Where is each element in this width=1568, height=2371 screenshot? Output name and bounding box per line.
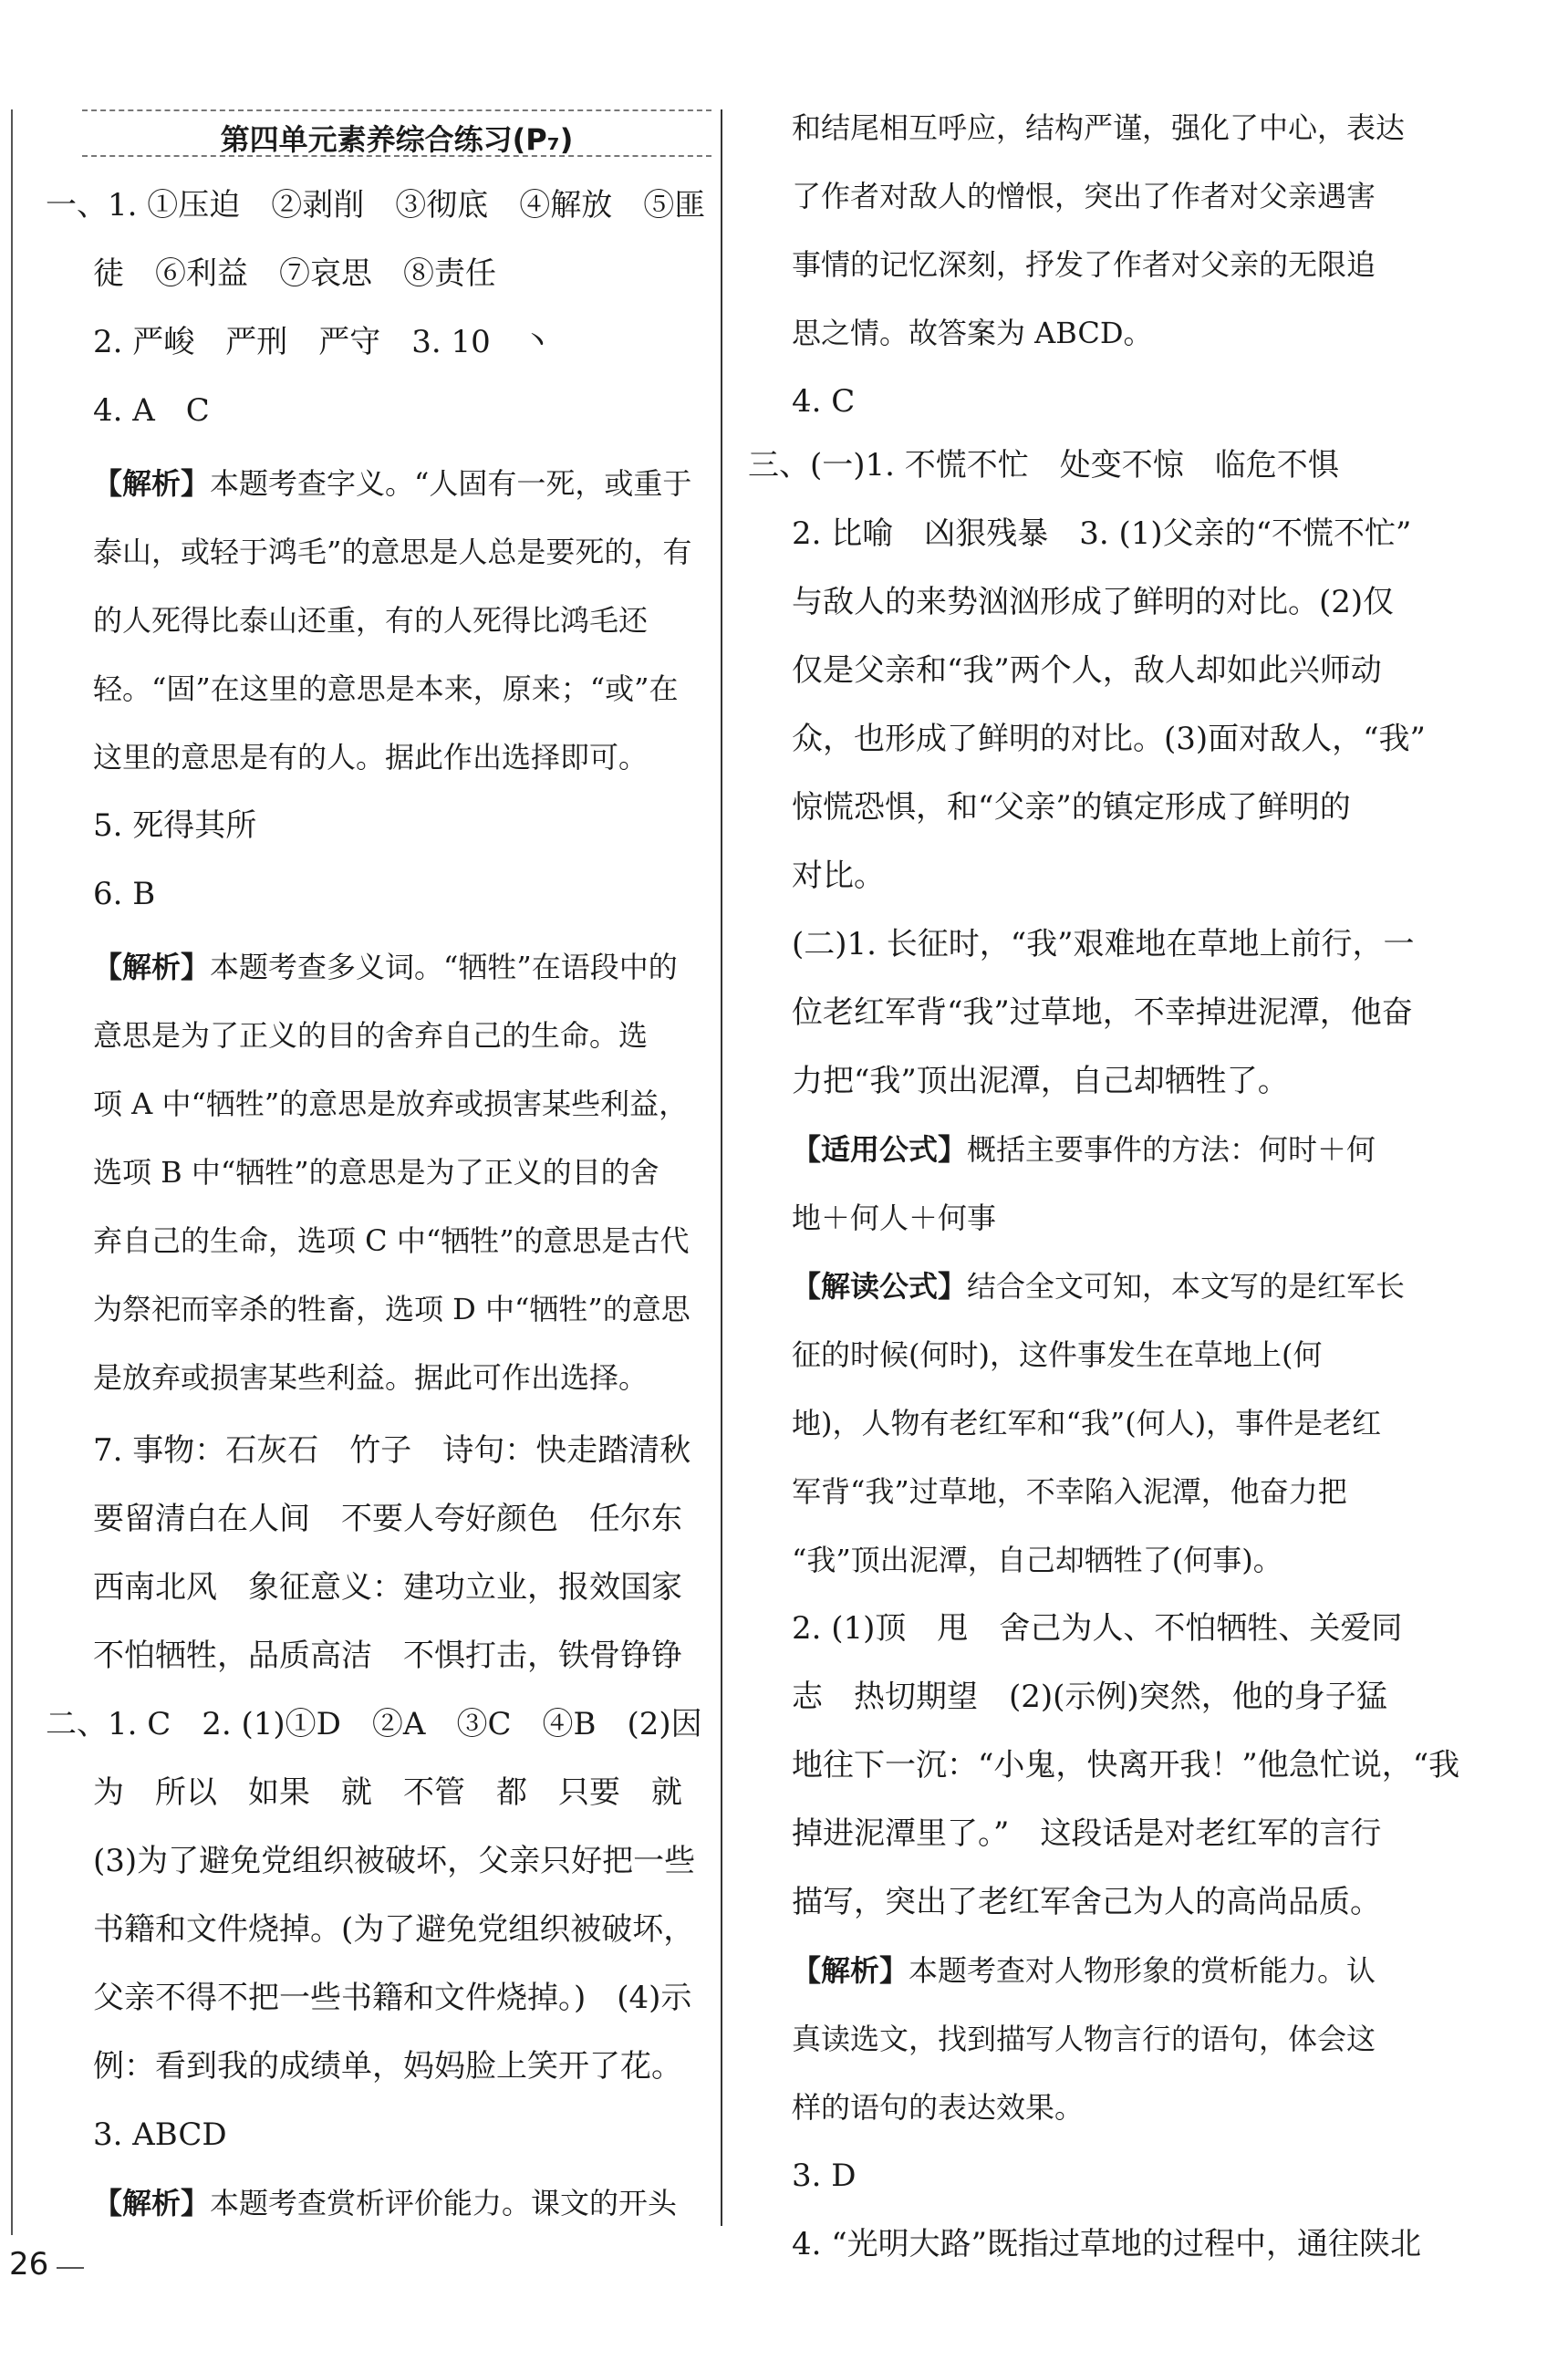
answer-line: 徒 ⑥利益 ⑦哀思 ⑧责任 — [93, 255, 496, 292]
answer-line: 2. 比喻 凶狠残暴 3. (1)父亲的“不慌不忙” — [792, 515, 1412, 552]
answer-line: 2. 严峻 严刑 严守 3. 10 丶 — [93, 324, 553, 360]
answer-line: 5. 死得其所 — [93, 807, 257, 844]
answer-line: 父亲不得不把一些书籍和文件烧掉。) (4)示 — [93, 1980, 692, 2016]
interpret-line: 征的时候(何时)，这件事发生在草地上(何 — [792, 1337, 1323, 1372]
analysis-line — [93, 949, 678, 985]
answer-line: 掉进泥潭里了。” 这段话是对老红军的言行 — [792, 1815, 1382, 1852]
answer-line: 众，也形成了鲜明的对比。(3)面对敌人，“我” — [792, 721, 1426, 757]
title-top-dash — [82, 109, 711, 111]
analysis-line: 思之情。故答案为 ABCD。 — [792, 316, 1153, 350]
formula-line — [792, 1131, 1376, 1168]
interpret-text: 结合全文可知，本文写的是红军长 — [967, 1269, 1406, 1304]
analysis-line: 为祭祀而宰杀的牲畜，选项 D 中“牺牲”的意思 — [93, 1292, 691, 1326]
analysis-line: 真读选文，找到描写人物言行的语句，体会这 — [792, 2022, 1376, 2056]
answer-line: 志 热切期望 (2)(示例)突然，他的身子猛 — [792, 1679, 1387, 1715]
formula-text: 概括主要事件的方法：何时＋何 — [967, 1132, 1376, 1167]
analysis-line: 和结尾相互呼应，结构严谨，强化了中心，表达 — [792, 110, 1406, 145]
answer-line: 书籍和文件烧掉。(为了避免党组织被破坏， — [93, 1911, 695, 1948]
answer-line: 7. 事物：石灰石 竹子 诗句：快走踏清秋 — [93, 1432, 691, 1469]
answer-line: 3. ABCD — [93, 2116, 227, 2153]
analysis-line: 轻。“固”在这里的意思是本来，原来；“或”在 — [93, 671, 679, 706]
analysis-line: 选项 B 中“牺牲”的意思是为了正义的目的舍 — [93, 1155, 659, 1190]
answer-line: 要留清白在人间 不要人夸好颜色 任尔东 — [93, 1501, 682, 1537]
analysis-tag: 【解析】 — [93, 2186, 211, 2220]
analysis-line: 的人死得比泰山还重，有的人死得比鸿毛还 — [93, 603, 649, 638]
analysis-tag: 【解析】 — [93, 950, 211, 984]
left-edge-line — [11, 109, 13, 2235]
answer-line: 地往下一沉：“小鬼，快离开我！”他急忙说，“我 — [792, 1747, 1460, 1783]
column-divider — [721, 109, 722, 2226]
answer-line: 与敌人的来势汹汹形成了鲜明的对比。(2)仅 — [792, 584, 1395, 620]
analysis-line — [93, 465, 691, 502]
answer-line: 6. B — [93, 876, 156, 912]
answer-line: 3. D — [792, 2158, 857, 2194]
formula-line: 地＋何人＋何事 — [792, 1201, 997, 1235]
answer-line: 4. “光明大路”既指过草地的过程中，通往陕北 — [792, 2226, 1422, 2262]
page-title: 第四单元素养综合练习(P₇) — [220, 122, 574, 157]
analysis-line: 泰山，或轻于鸿毛”的意思是人总是要死的，有 — [93, 535, 692, 569]
answer-line: 仅是父亲和“我”两个人，敌人却如此兴师动 — [792, 652, 1382, 689]
analysis-line: 事情的记忆深刻，抒发了作者对父亲的无限追 — [792, 247, 1376, 282]
answer-line: 例：看到我的成绩单，妈妈脸上笑开了花。 — [93, 2048, 682, 2085]
answer-line: 力把“我”顶出泥潭，自己却牺牲了。 — [792, 1063, 1289, 1099]
answer-line: 4. C — [792, 383, 856, 420]
answer-line: 为 所以 如果 就 不管 都 只要 就 — [93, 1774, 682, 1811]
analysis-line — [792, 1952, 1376, 1989]
page-number-dash — [57, 2267, 84, 2269]
interpret-line: “我”顶出泥潭，自己却牺牲了(何事)。 — [792, 1543, 1282, 1577]
answer-line: (3)为了避免党组织被破坏，父亲只好把一些 — [93, 1843, 696, 1879]
analysis-tag: 【解析】 — [93, 466, 211, 501]
title-bottom-dash — [82, 155, 711, 157]
answer-line: 位老红军背“我”过草地，不幸掉进泥潭，他奋 — [792, 994, 1413, 1031]
answer-line: 二、1. C 2. (1)①D ②A ③C ④B (2)因 — [46, 1706, 702, 1742]
answer-line: 2. (1)顶 甩 舍己为人、不怕牺牲、关爱同 — [792, 1610, 1403, 1647]
analysis-line: 项 A 中“牺牲”的意思是放弃或损害某些利益， — [93, 1087, 689, 1121]
analysis-line: 这里的意思是有的人。据此作出选择即可。 — [93, 740, 649, 775]
answer-line: 三、(一)1. 不慌不忙 处变不惊 临危不惧 — [748, 447, 1339, 484]
analysis-text: 本题考查多义词。“牺牲”在语段中的 — [210, 950, 678, 984]
interpret-line — [792, 1268, 1405, 1305]
analysis-tag: 【解析】 — [792, 1953, 909, 1988]
answer-line: 惊慌恐惧，和“父亲”的镇定形成了鲜明的 — [792, 789, 1351, 826]
analysis-line — [93, 2185, 677, 2221]
analysis-text: 本题考查赏析评价能力。课文的开头 — [210, 2186, 678, 2220]
answer-line: 不怕牺牲，品质高洁 不惧打击，铁骨铮铮 — [93, 1638, 682, 1674]
analysis-line: 意思是为了正义的目的舍弃自己的生命。选 — [93, 1018, 649, 1053]
interpret-line: 军背“我”过草地，不幸陷入泥潭，他奋力把 — [792, 1474, 1347, 1509]
formula-tag: 【适用公式】 — [792, 1132, 968, 1167]
interpret-tag: 【解读公式】 — [792, 1269, 968, 1304]
analysis-line: 弃自己的生命，选项 C 中“牺牲”的意思是古代 — [93, 1223, 690, 1258]
analysis-line: 了作者对敌人的憎恨，突出了作者对父亲遇害 — [792, 179, 1376, 213]
analysis-text: 本题考查对人物形象的赏析能力。认 — [909, 1953, 1376, 1988]
answer-line: 一、1. ①压迫 ②剥削 ③彻底 ④解放 ⑤匪 — [46, 187, 706, 224]
answer-line: 4. A C — [93, 392, 210, 429]
answer-line: 对比。 — [792, 858, 885, 894]
answer-line: (二)1. 长征时，“我”艰难地在草地上前行，一 — [792, 926, 1415, 962]
analysis-line: 是放弃或损害某些利益。据此可作出选择。 — [93, 1360, 649, 1395]
answer-line: 西南北风 象征意义：建功立业，报效国家 — [93, 1569, 682, 1606]
analysis-text: 本题考查字义。“人固有一死，或重于 — [210, 466, 692, 501]
section-header — [82, 109, 711, 157]
page-number: 26 — [9, 2246, 49, 2283]
analysis-line: 样的语句的表达效果。 — [792, 2090, 1085, 2125]
interpret-line: 地)，人物有老红军和“我”(何人)，事件是老红 — [792, 1406, 1382, 1440]
answer-line: 描写，突出了老红军舍己为人的高尚品质。 — [792, 1884, 1381, 1920]
